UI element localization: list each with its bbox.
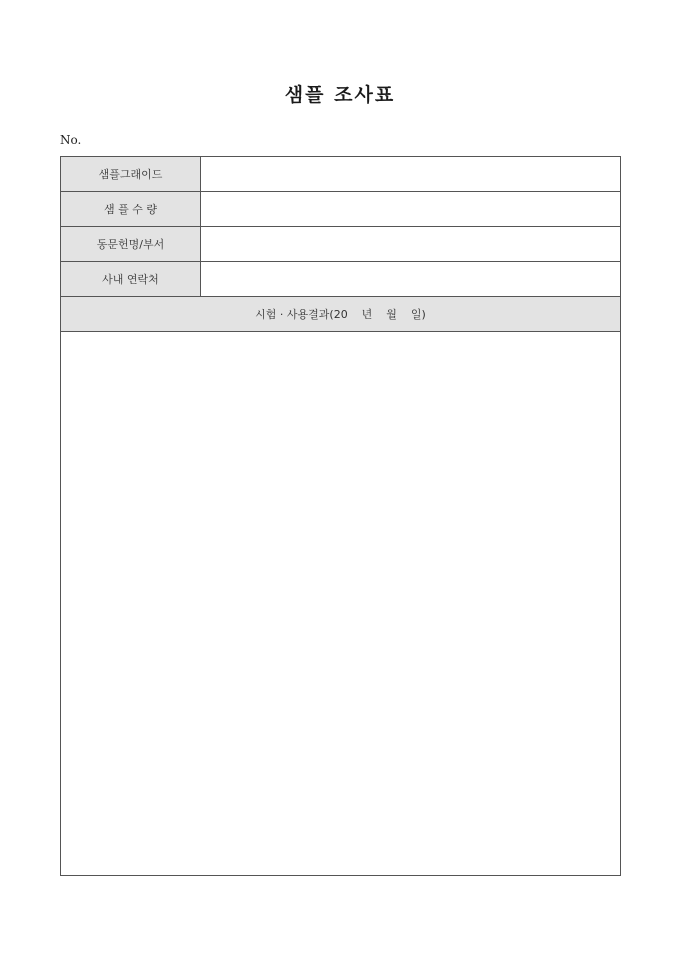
form-row-sample-grade (61, 157, 621, 192)
form-row-document-department (61, 227, 621, 262)
results-header: 시험 · 사용결과(20 년 월 일) (61, 297, 621, 332)
form-row-results-header (61, 297, 621, 332)
internal-contact-field[interactable] (201, 262, 621, 297)
sample-grade-label: 샘플그래이드 (61, 157, 201, 192)
document-number-label: No. (60, 133, 82, 147)
sample-grade-field[interactable] (201, 157, 621, 192)
results-area[interactable] (61, 332, 621, 876)
form-row-sample-quantity (61, 192, 621, 227)
internal-contact-label: 사내 연락처 (61, 262, 201, 297)
document-department-field[interactable] (201, 227, 621, 262)
survey-form-table (60, 156, 621, 876)
document-department-label: 동문헌명/부서 (61, 227, 201, 262)
page-title: 샘플 조사표 (284, 84, 396, 106)
sample-quantity-label: 샘 플 수 량 (61, 192, 201, 227)
form-row-results-body (61, 332, 621, 876)
form-row-internal-contact (61, 262, 621, 297)
sample-quantity-field[interactable] (201, 192, 621, 227)
